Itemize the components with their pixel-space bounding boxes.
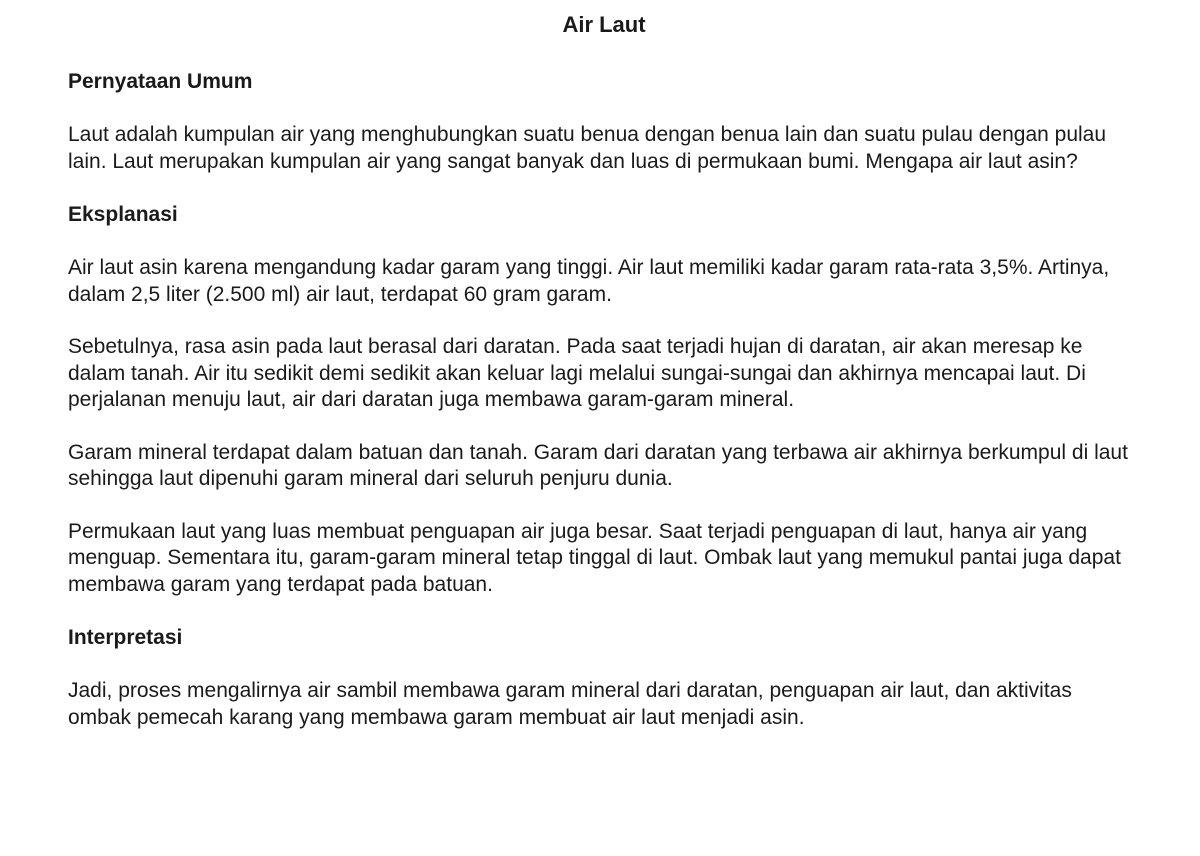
paragraph: Jadi, proses mengalirnya air sambil membawa garam mineral dari daratan, penguapan air laut, dan aktivitas ombak pemecah karang yang membawa garam membuat air laut menjadi asin. bbox=[68, 679, 1072, 729]
section-eksplanasi bbox=[68, 202, 1140, 598]
paragraph: Laut adalah kumpulan air yang menghubungkan suatu benua dengan benua lain dan suatu pulau dengan pulau lain. Laut merupakan kumpulan air yang sangat banyak dan luas di permukaan bumi. Mengapa air laut asin? bbox=[68, 123, 1107, 173]
section-heading: Interpretasi bbox=[68, 626, 183, 649]
document-title: Air Laut bbox=[562, 12, 646, 37]
paragraph: Permukaan laut yang luas membuat penguapan air juga besar. Saat terjadi penguapan di laut, hanya air yang menguap. Sementara itu, garam-garam mineral tetap tinggal di laut. Ombak laut yang memukul pantai juga dapat membawa garam yang terdapat pada batuan. bbox=[68, 519, 1121, 596]
section-pernyataan-umum bbox=[68, 69, 1140, 175]
section-interpretasi bbox=[68, 625, 1140, 731]
section-heading: Eksplanasi bbox=[68, 203, 178, 226]
paragraph: Air laut asin karena mengandung kadar garam yang tinggi. Air laut memiliki kadar garam rata-rata 3,5%. Artinya, dalam 2,5 liter (2.500 ml) air laut, terdapat 60 gram garam. bbox=[68, 256, 1110, 306]
paragraph: Sebetulnya, rasa asin pada laut berasal dari daratan. Pada saat terjadi hujan di daratan, air akan meresap ke dalam tanah. Air itu sedikit demi sedikit akan keluar lagi melalui sungai-sungai dan akhirnya mencapai laut. Di perjalanan menuju laut, air dari daratan juga membawa garam-garam mineral. bbox=[68, 335, 1086, 411]
paragraph: Garam mineral terdapat dalam batuan dan tanah. Garam dari daratan yang terbawa air akhirnya berkumpul di laut sehingga laut dipenuhi garam mineral dari seluruh penjuru dunia. bbox=[68, 440, 1128, 490]
section-heading: Pernyataan Umum bbox=[68, 70, 253, 93]
